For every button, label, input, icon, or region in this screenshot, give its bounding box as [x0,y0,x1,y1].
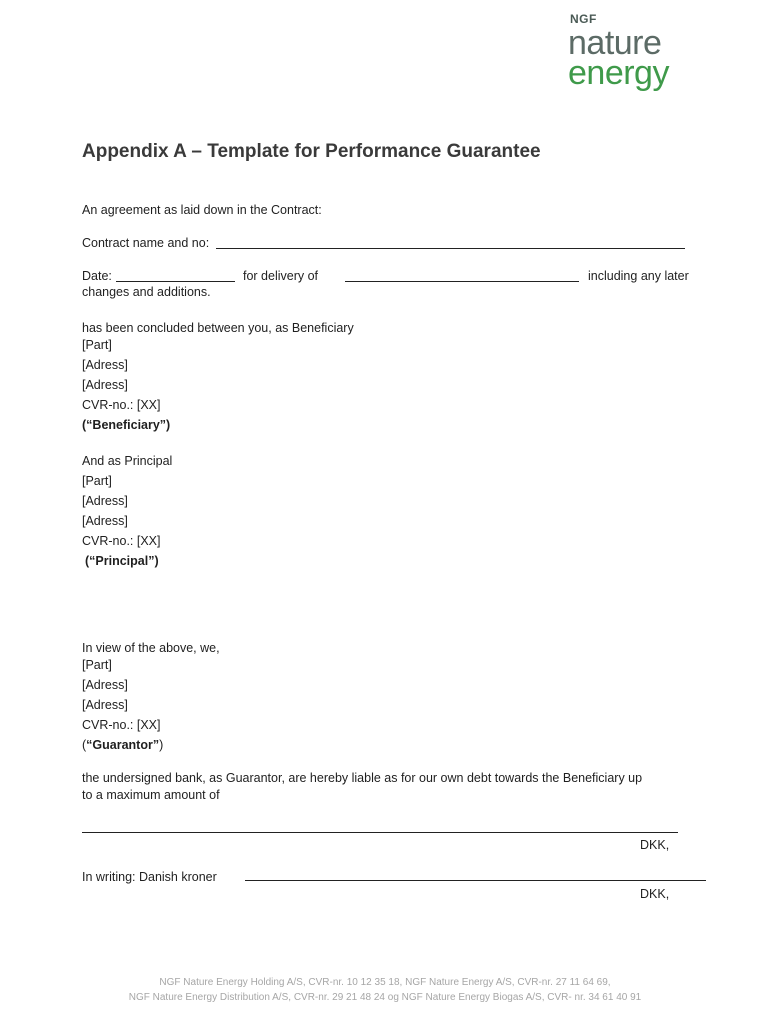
date-label: Date: [82,269,112,283]
amount-blank-line[interactable] [82,832,678,833]
beneficiary-address-1: [Adress] [82,358,128,372]
principal-tag: (“Principal”) [85,554,159,568]
beneficiary-heading: has been concluded between you, as Beneficiary [82,321,354,335]
logo-ngf-text: NGF [570,12,597,26]
footer-company-info-line-2: NGF Nature Energy Distribution A/S, CVR-nr. 29 21 48 24 og NGF Nature Energy Biogas A/S, CVR- nr. 34 61 40 91 [128,992,642,1003]
liability-text-line-2: to a maximum amount of [82,788,220,802]
delivery-blank-line[interactable] [345,281,579,282]
intro-text: An agreement as laid down in the Contract: [82,203,322,217]
principal-address-2: [Adress] [82,514,128,528]
in-writing-blank-line[interactable] [245,880,706,881]
guarantor-cvr: CVR-no.: [XX] [82,718,161,732]
guarantor-part: [Part] [82,658,112,672]
changes-text: changes and additions. [82,285,211,299]
in-writing-currency: DKK, [640,887,670,901]
in-writing-label: In writing: Danish kroner [82,870,217,884]
guarantor-address-2: [Adress] [82,698,128,712]
beneficiary-tag: (“Beneficiary”) [82,418,171,432]
liability-text-line-1: the undersigned bank, as Guarantor, are hereby liable as for our own debt towards the Beneficiary up [82,771,643,785]
document-title: Appendix A – Template for Performance Guarantee [82,141,541,162]
date-blank-line[interactable] [116,281,235,282]
guarantor-tag [82,737,163,753]
guarantor-tag-open: ( [82,738,87,752]
beneficiary-part: [Part] [82,338,112,352]
principal-address-1: [Adress] [82,494,128,508]
principal-heading: And as Principal [82,454,173,468]
principal-cvr: CVR-no.: [XX] [82,534,161,548]
contract-blank-line[interactable] [216,248,685,249]
beneficiary-cvr: CVR-no.: [XX] [82,398,161,412]
delivery-label: for delivery of [243,269,319,283]
logo-word-energy: energy [568,54,669,92]
contract-label: Contract name and no: [82,236,210,250]
footer-company-info-line-1: NGF Nature Energy Holding A/S, CVR-nr. 10 12 35 18, NGF Nature Energy A/S, CVR-nr. 27 11 64 69, [159,977,611,988]
principal-part: [Part] [82,474,112,488]
guarantor-tag-close: ) [159,738,164,752]
guarantor-tag-name: “Guarantor” [86,738,160,752]
beneficiary-address-2: [Adress] [82,378,128,392]
guarantor-heading: In view of the above, we, [82,641,220,655]
logo-word-nature: nature [568,24,662,62]
company-logo [568,12,708,92]
amount-currency: DKK, [640,838,670,852]
including-label: including any later [588,269,689,283]
guarantor-address-1: [Adress] [82,678,128,692]
